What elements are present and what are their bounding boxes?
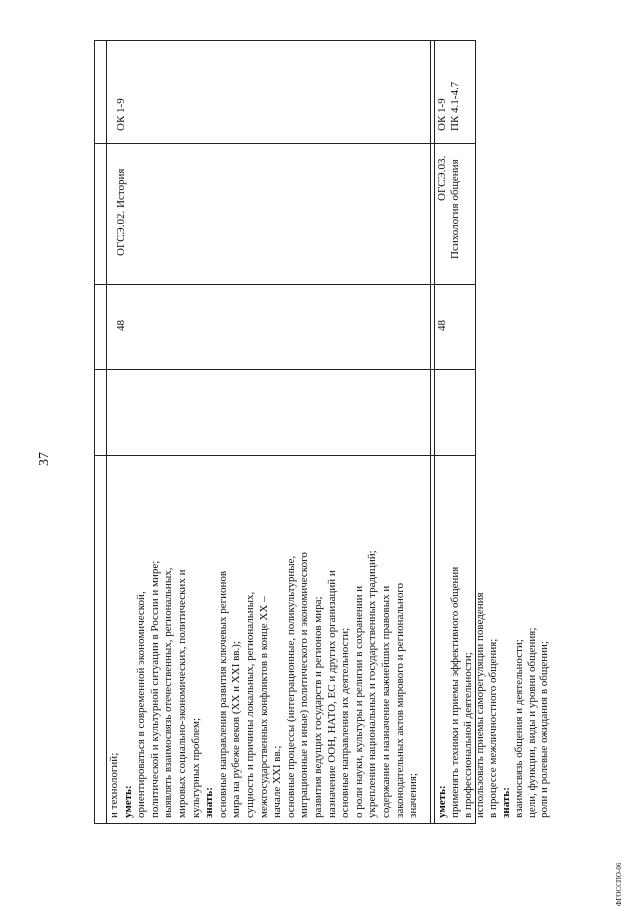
row1-content-line-18: о роли науки, культуры и религии в сохранении и — [352, 585, 365, 818]
row1-content-line-3: политической и культурной ситуации в России и мире; — [148, 560, 161, 818]
row2-content-line-2: в профессиональной деятельности; — [461, 652, 474, 818]
row1-hours: 48 — [115, 320, 127, 331]
row1-discipline: ОГСЭ.02. История — [115, 168, 127, 256]
row2-competency-0: ОК 1-9 — [436, 98, 448, 131]
row2-content-line-3: использовать приемы саморегуляции поведения — [474, 592, 487, 818]
table-border-bottom — [94, 823, 476, 824]
row-separator-b — [430, 40, 431, 824]
row1-content-line-17: основные направления их деятельности; — [339, 627, 352, 818]
row1-content-line-12: начале XXI вв.; — [271, 745, 284, 818]
row1-content-line-19: укреплении национальных и государственных традиций; — [366, 550, 379, 818]
row2-content-line-0: уметь: — [436, 785, 448, 818]
row2-content-line-6: взаимосвязь общения и деятельности; — [512, 639, 525, 818]
row1-content-line-5: мировых социально-экономических, политических и — [176, 569, 188, 818]
row1-content-line-4: выявлять взаимосвязь отечественных, региональных, — [162, 567, 175, 818]
field-separator-1 — [94, 143, 476, 144]
row1-content-line-6: культурных проблем; — [189, 717, 202, 818]
row2-content-line-5: знать: — [500, 787, 512, 818]
row2-competency-1: ПК 4.1-4.7 — [449, 81, 461, 131]
row2-hours: 48 — [436, 320, 448, 331]
row2-discipline-line-1: Психология общения — [449, 159, 461, 259]
field-separator-3 — [94, 369, 476, 370]
row1-content-line-7: знать: — [203, 787, 216, 818]
row2-content-line-4: в процессе межличностного общения; — [487, 638, 500, 818]
table-border-top — [94, 40, 476, 41]
row2-content-line-8: роли и ролевые ожидания в общении; — [538, 641, 551, 818]
field-separator-2 — [94, 284, 476, 285]
row1-competency-0: ОК 1-9 — [115, 98, 127, 131]
row1-content-line-16: назначение ООН, НАТО, ЕС и других организаций и — [325, 570, 338, 818]
row1-content-line-9: мира на рубеже веков (XX и XXI вв.); — [230, 641, 243, 818]
row1-content-line-13: основные процессы (интеграционные, поликультурные, — [284, 555, 297, 818]
field-separator-4 — [94, 455, 476, 456]
row2-content-line-7: цели, функции, виды и уровни общения; — [525, 627, 538, 818]
row1-content-line-14: миграционные и иные) политического и экономического — [298, 552, 311, 818]
row1-content-line-22: значения; — [407, 773, 420, 818]
row1-content-line-0: и технологий; — [108, 752, 120, 818]
row2-discipline-line-0: ОГСЭ.03. — [436, 155, 448, 201]
row1-content-line-10: сущность и причины локальных, региональных, — [244, 591, 256, 818]
row1-content-line-8: основные направления развития ключевых регионов — [216, 570, 229, 818]
row2-content-line-1: применять техники и приемы эффективного общения — [448, 566, 461, 818]
table-border-left — [94, 40, 95, 824]
row1-content-line-15: развития ведущих государств и регионов мира; — [312, 596, 324, 818]
page-number: 37 — [37, 452, 52, 466]
row1-content-line-2: ориентироваться в современной экономической, — [135, 591, 148, 818]
row1-content-line-1: уметь: — [121, 785, 134, 818]
row1-content-line-21: законодательных актов мирового и регионального — [393, 582, 406, 818]
footer-code: ФГОССПО-06 — [615, 862, 623, 906]
row-separator-c — [434, 40, 435, 824]
row-separator-a — [106, 40, 107, 824]
row1-content-line-20: содержание и назначение важнейших правовых и — [380, 585, 392, 818]
row1-content-line-11: межгосударственных конфликтов в конце XX – — [257, 596, 270, 818]
